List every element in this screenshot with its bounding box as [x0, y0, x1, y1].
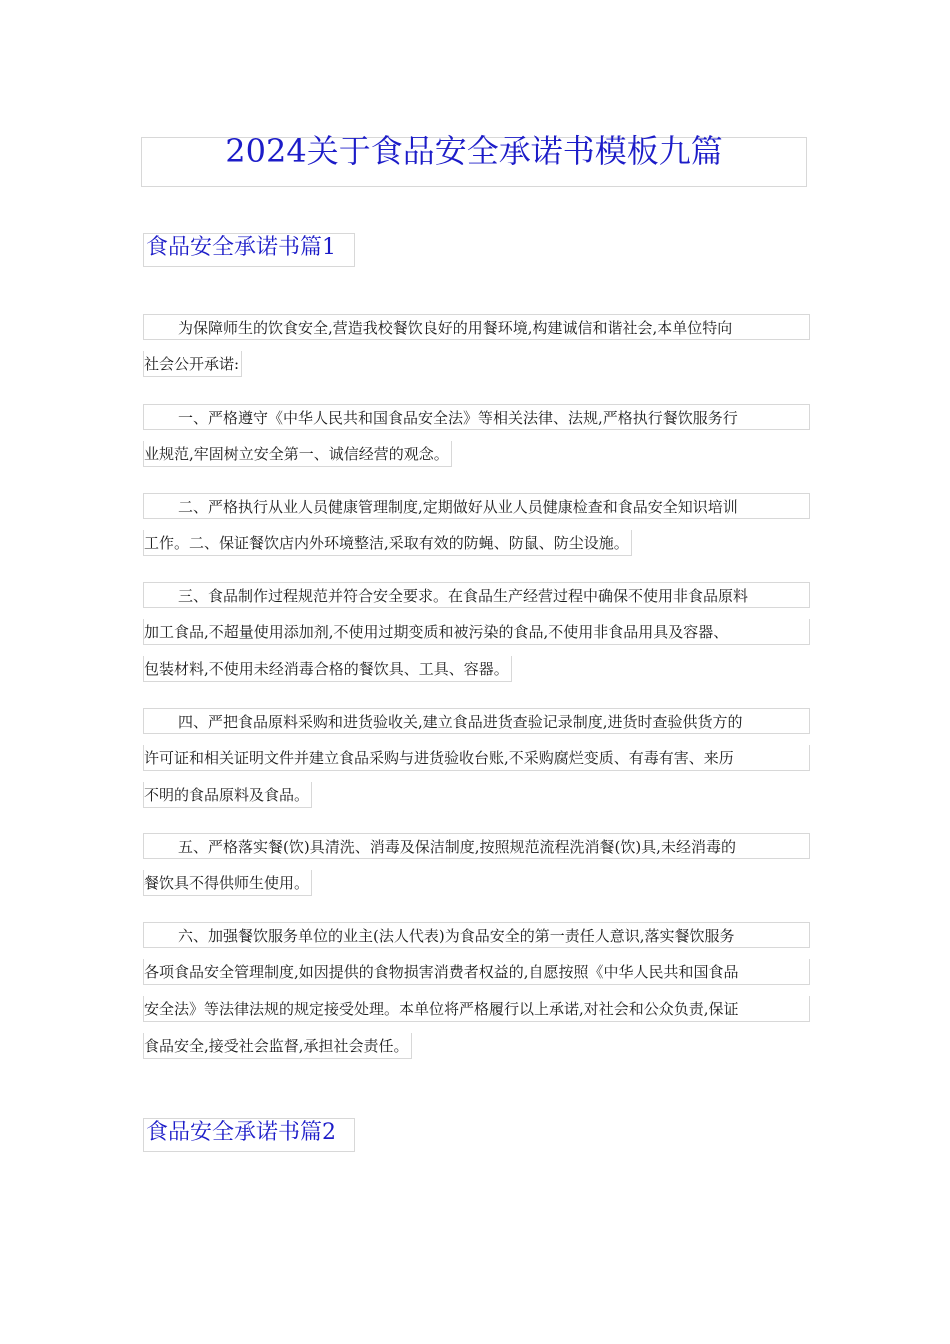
paragraph-line: 六、加强餐饮服务单位的业主(法人代表)为食品安全的第一责任人意识,落实餐饮服务	[143, 922, 810, 948]
section-heading-1: 食品安全承诺书篇1	[143, 233, 355, 267]
paragraph-line: 业规范,牢固树立安全第一、诚信经营的观念。	[143, 441, 452, 467]
paragraph-2	[143, 393, 808, 467]
paragraph-3	[143, 482, 808, 556]
paragraph-line: 五、严格落实餐(饮)具清洗、消毒及保洁制度,按照规范流程洗消餐(饮)具,未经消毒的	[143, 833, 810, 859]
page-title: 2024关于食品安全承诺书模板九篇	[141, 137, 807, 187]
paragraph-line: 为保障师生的饮食安全,营造我校餐饮良好的用餐环境,构建诚信和谐社会,本单位特向	[143, 314, 810, 340]
paragraph-line: 三、食品制作过程规范并符合安全要求。在食品生产经营过程中确保不使用非食品原料	[143, 582, 810, 608]
paragraph-line: 四、严把食品原料采购和进货验收关,建立食品进货查验记录制度,进货时查验供货方的	[143, 708, 810, 734]
paragraph-5	[143, 697, 808, 808]
paragraph-line: 安全法》等法律法规的规定接受处理。本单位将严格履行以上承诺,对社会和公众负责,保证	[143, 996, 810, 1022]
paragraph-line: 许可证和相关证明文件并建立食品采购与进货验收台账,不采购腐烂变质、有毒有害、来历	[143, 745, 810, 771]
paragraph-line: 社会公开承诺:	[143, 351, 242, 377]
paragraph-6	[143, 822, 808, 896]
paragraph-7	[143, 911, 808, 1059]
section-heading-2: 食品安全承诺书篇2	[143, 1118, 355, 1152]
paragraph-line: 包装材料,不使用未经消毒合格的餐饮具、工具、容器。	[143, 656, 512, 682]
paragraph-line: 一、严格遵守《中华人民共和国食品安全法》等相关法律、法规,严格执行餐饮服务行	[143, 404, 810, 430]
paragraph-line: 二、严格执行从业人员健康管理制度,定期做好从业人员健康检查和食品安全知识培训	[143, 493, 810, 519]
paragraph-line: 各项食品安全管理制度,如因提供的食物损害消费者权益的,自愿按照《中华人民共和国食品	[143, 959, 810, 985]
paragraph-line: 加工食品,不超量使用添加剂,不使用过期变质和被污染的食品,不使用非食品用具及容器、	[143, 619, 810, 645]
paragraph-4	[143, 571, 808, 682]
paragraph-line: 餐饮具不得供师生使用。	[143, 870, 312, 896]
paragraph-line: 食品安全,接受社会监督,承担社会责任。	[143, 1033, 412, 1059]
paragraph-line: 不明的食品原料及食品。	[143, 782, 312, 808]
paragraph-1	[143, 303, 808, 377]
paragraph-line: 工作。二、保证餐饮店内外环境整洁,采取有效的防蝇、防鼠、防尘设施。	[143, 530, 632, 556]
